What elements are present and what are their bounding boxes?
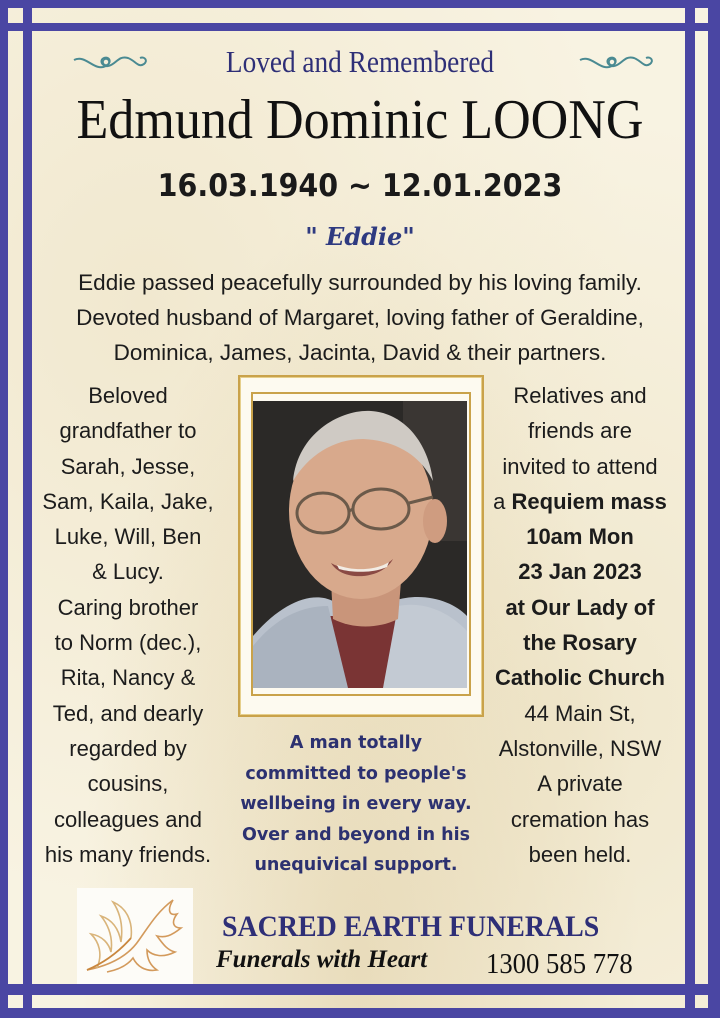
- family-line: Rita, Nancy &: [60, 665, 196, 691]
- service-address: 44 Main St,: [524, 700, 636, 726]
- intro-paragraph: [30, 265, 690, 370]
- quote-line: unequivical support.: [254, 855, 458, 875]
- service-details-column: [484, 378, 676, 872]
- cremation-note: A private: [537, 771, 623, 797]
- subtitle-loved-and-remembered: Loved and Remembered: [225, 44, 495, 79]
- family-line: cousins,: [87, 771, 169, 797]
- service-date: 23 Jan 2023: [518, 559, 642, 585]
- service-venue: at Our Lady of: [505, 594, 655, 620]
- border-outer-bottom: [0, 1008, 720, 1018]
- cremation-note: been held.: [528, 841, 632, 867]
- service-address: Alstonville, NSW: [498, 735, 662, 761]
- border-inner-top: [0, 23, 720, 31]
- funeral-home-logo: [77, 888, 193, 984]
- quote-line: wellbeing in every way.: [240, 794, 472, 814]
- family-line: grandfather to: [59, 418, 197, 444]
- border-outer-right: [708, 0, 720, 1018]
- service-line-prefix: a: [493, 488, 512, 514]
- funeral-home-phone[interactable]: 1300 585 778: [486, 948, 633, 980]
- family-line: Beloved: [88, 383, 168, 408]
- service-line: friends are: [528, 418, 632, 444]
- tribute-quote: [216, 728, 496, 881]
- acanthus-leaf-icon: [77, 888, 193, 984]
- family-column: [34, 378, 222, 872]
- service-venue: the Rosary: [523, 630, 637, 656]
- deceased-name: Edmund Dominic LOONG: [76, 89, 644, 151]
- quote-line: Over and beyond in his: [241, 824, 471, 845]
- border-outer-top: [0, 0, 720, 8]
- family-line: Ted, and dearly: [52, 700, 204, 726]
- service-venue: Catholic Church: [495, 665, 665, 691]
- family-line: colleagues and: [53, 806, 202, 832]
- portrait-illustration: [253, 401, 467, 688]
- family-line: Luke, Will, Ben: [54, 524, 202, 550]
- intro-line: Devoted husband of Margaret, loving father of Geraldine,: [76, 305, 644, 330]
- intro-line: Eddie passed peacefully surrounded by his loving family.: [78, 270, 642, 295]
- family-line: his many friends.: [44, 841, 212, 867]
- life-dates: 16.03.1940 ~ 12.01.2023: [157, 168, 563, 204]
- family-line: Sam, Kaila, Jake,: [42, 488, 214, 514]
- family-line: Caring brother: [57, 594, 199, 620]
- portrait-photo: [253, 401, 467, 688]
- border-outer-left: [0, 0, 8, 1018]
- family-line: regarded by: [69, 735, 187, 761]
- funeral-home-tagline: Funerals with Heart: [216, 946, 428, 973]
- service-line-requiem: [484, 484, 676, 519]
- border-inner-left: [23, 0, 32, 1018]
- family-line: Sarah, Jesse,: [60, 453, 196, 479]
- service-line: Relatives and: [513, 383, 647, 408]
- service-line: invited to attend: [502, 453, 658, 479]
- quote-line: committed to people's: [245, 763, 467, 784]
- family-line: to Norm (dec.),: [54, 630, 202, 656]
- family-line: & Lucy.: [92, 559, 164, 585]
- quote-line: A man totally: [289, 733, 423, 753]
- service-time: 10am Mon: [526, 524, 634, 550]
- intro-line: Dominica, James, Jacinta, David & their partners.: [113, 340, 607, 365]
- border-inner-right: [685, 0, 695, 1018]
- border-inner-bottom: [0, 984, 720, 995]
- nickname: " Eddie": [305, 222, 415, 251]
- funeral-home-name: SACRED EARTH FUNERALS: [222, 910, 600, 943]
- requiem-mass-label: Requiem mass: [511, 488, 667, 514]
- cremation-note: cremation has: [510, 806, 650, 832]
